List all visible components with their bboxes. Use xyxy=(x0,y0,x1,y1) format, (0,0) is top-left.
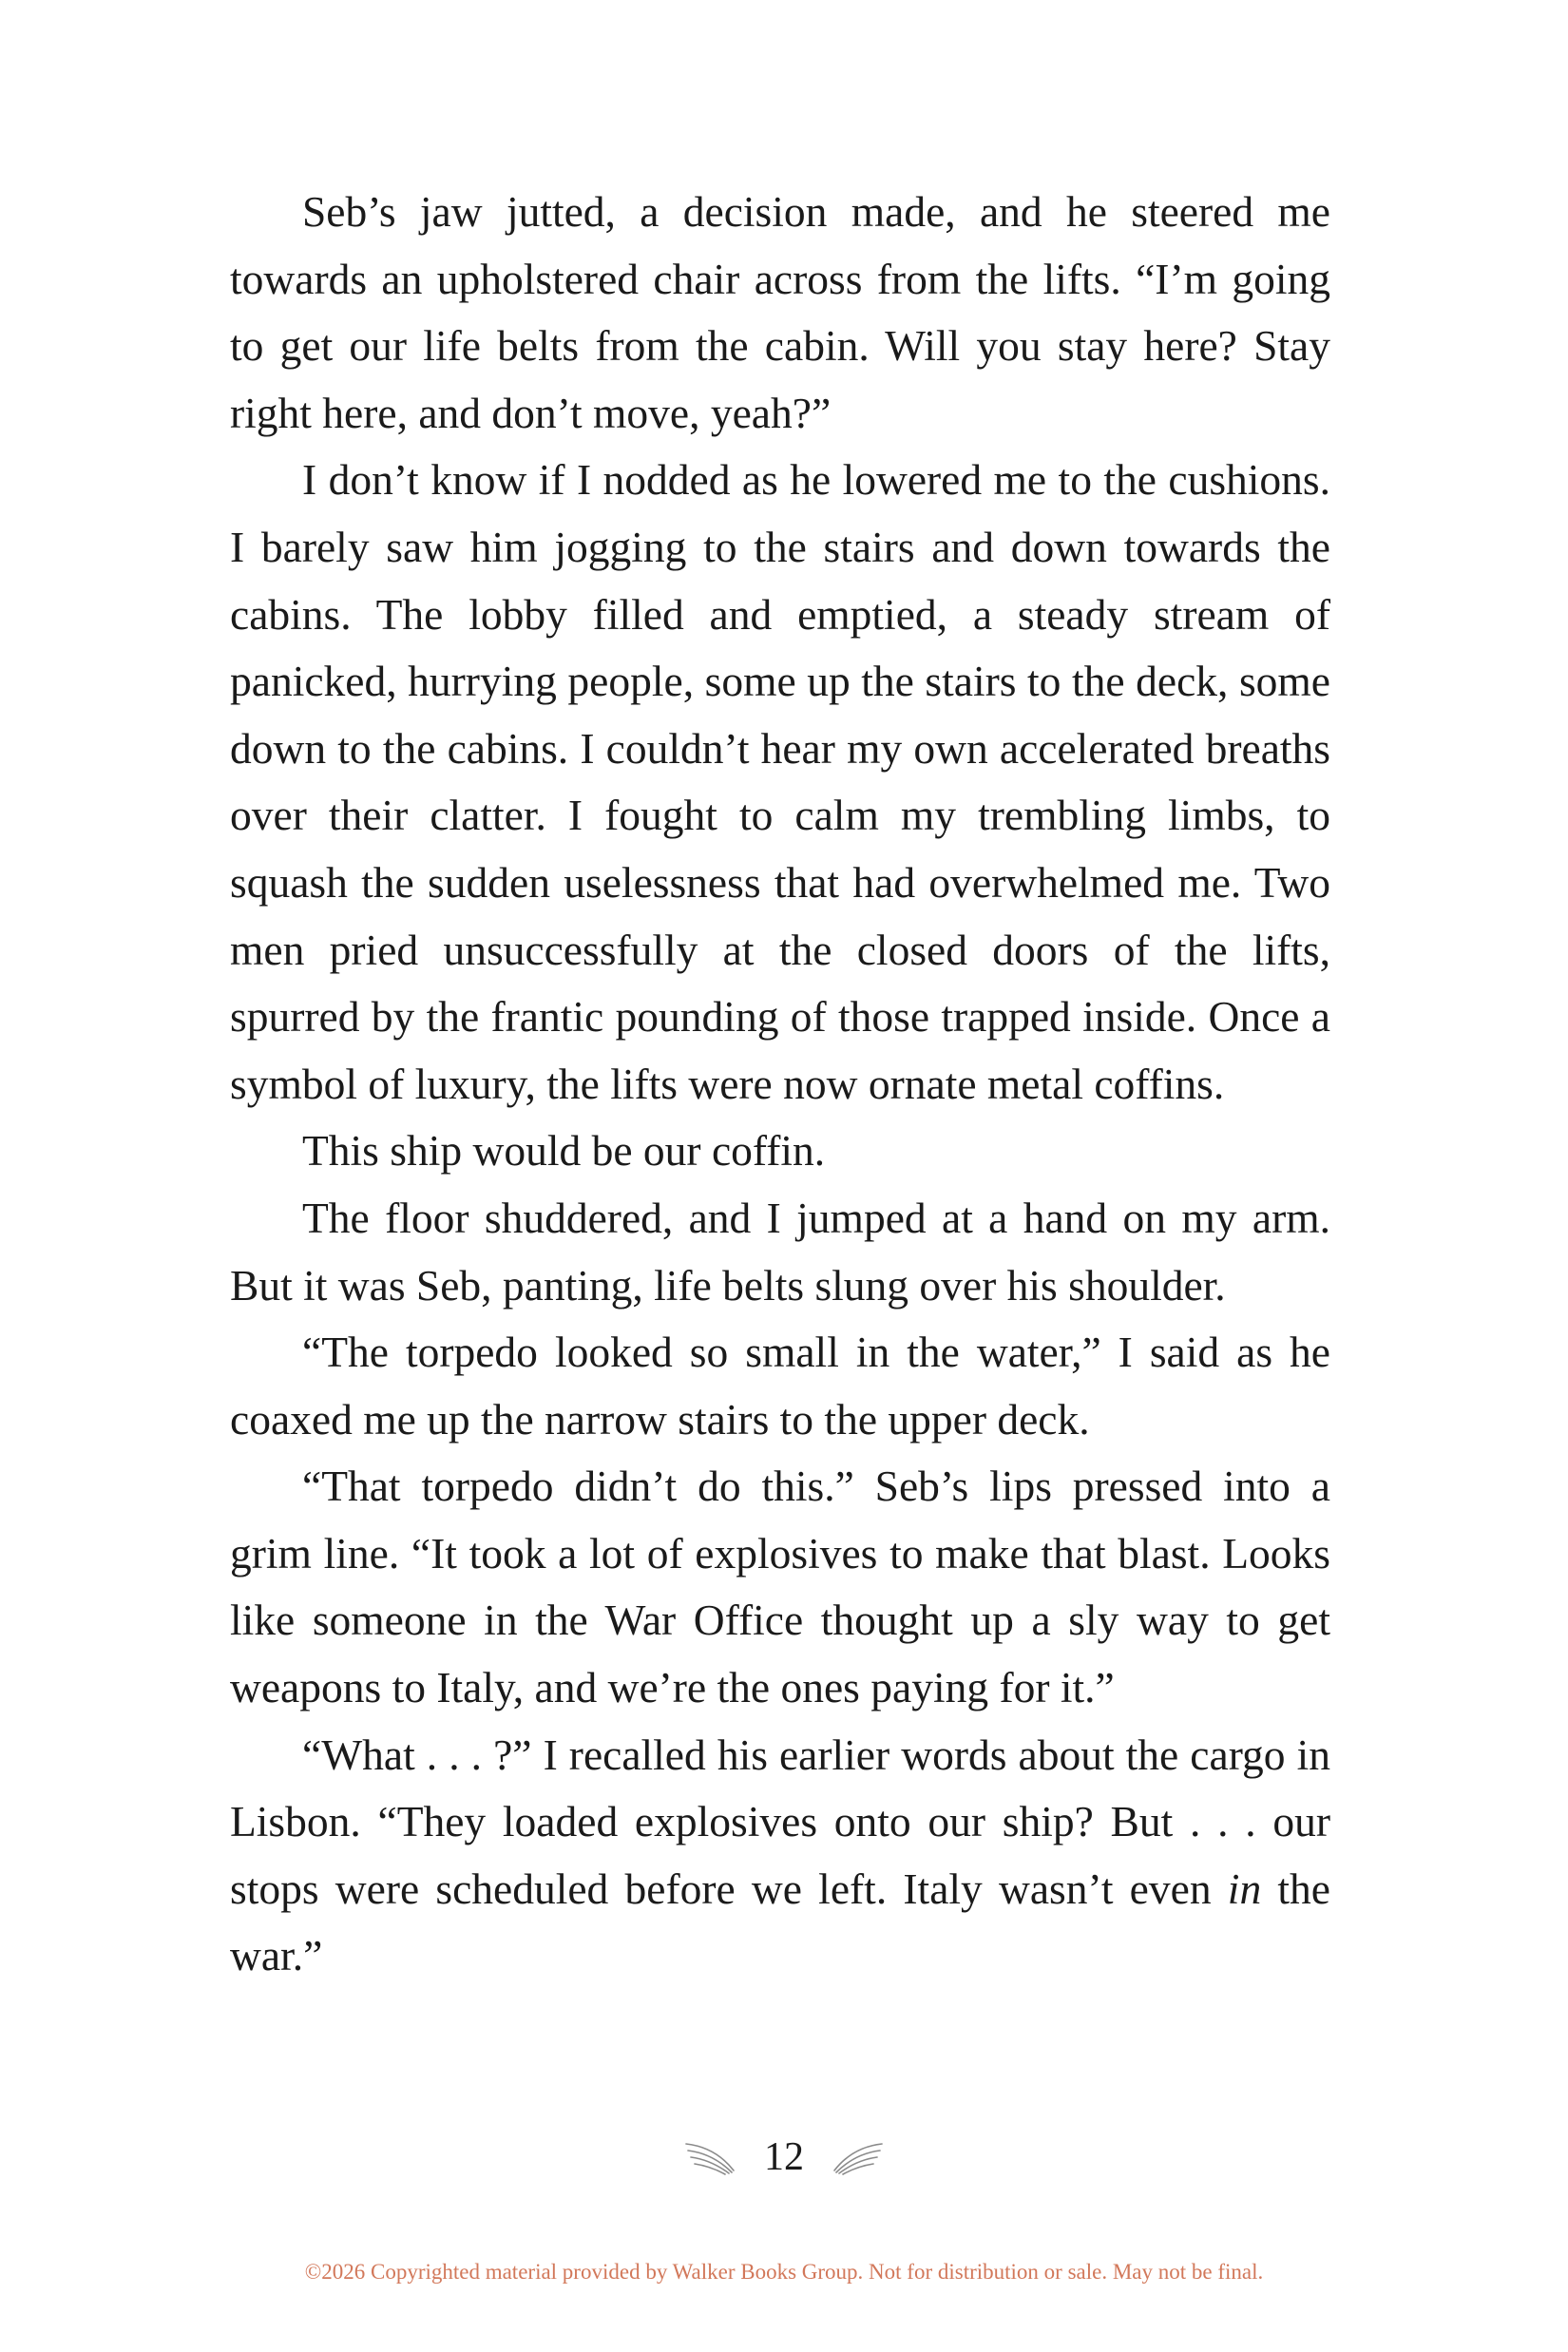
paragraph: “The torpedo looked so small in the water,” I said as he coaxed me up the narrow stairs to the upper deck. xyxy=(230,1328,1330,1444)
paragraph: “That torpedo didn’t do this.” Seb’s lips pressed into a grim line. “It took a lot of explosives to make that blast. Looks like someone in the War Office thought up a sly way to get weapons to Italy, and we’re the ones paying for it.” xyxy=(230,1462,1330,1712)
italic-word: in xyxy=(1227,1864,1262,1913)
paragraph: Seb’s jaw jutted, a decision made, and he steered me towards an upholstered chair across from the lifts. “I’m going to get our life belts from the cabin. Will you stay here? Stay right here, and don’t move, yeah?” xyxy=(230,187,1330,437)
body-text xyxy=(230,179,1330,1990)
page-number: 12 xyxy=(764,2135,804,2179)
paragraph: This ship would be our coffin. xyxy=(302,1126,826,1176)
right-flourish-icon xyxy=(831,2138,886,2176)
paragraph-tail: the war.” xyxy=(230,1864,1330,1980)
paragraph-last xyxy=(230,1722,1330,1990)
paragraph: The floor shuddered, and I jumped at a hand on my arm. But it was Seb, panting, life belts slung over his shoulder. xyxy=(230,1193,1330,1310)
paragraph: I don’t know if I nodded as he lowered me to the cushions. I barely saw him jogging to the stairs and down towards the cabins. The lobby filled and emptied, a steady stream of panicked, hurrying people, some up the stairs to the deck, some down to the cabins. I couldn’t hear my own accelerated breaths over their clatter. I fought to calm my trembling limbs, to squash the sudden uselessness that had overwhelmed me. Two men pried unsuccessfully at the closed doors of the lifts, spurred by the frantic pounding of those trapped inside. Once a symbol of luxury, the lifts were now ornate metal coffins. xyxy=(230,455,1330,1108)
folio xyxy=(0,2129,1568,2186)
left-flourish-icon xyxy=(682,2138,737,2176)
copyright-notice: ©2026 Copyrighted material provided by Walker Books Group. Not for distribution or sale. May not be final. xyxy=(304,2260,1264,2284)
paragraph-text: “What . . . ?” I recalled his earlier words about the cargo in Lisbon. “They loaded explosives onto our ship? But . . . our stops were scheduled before we left. Italy wasn’t even xyxy=(230,1730,1330,1913)
